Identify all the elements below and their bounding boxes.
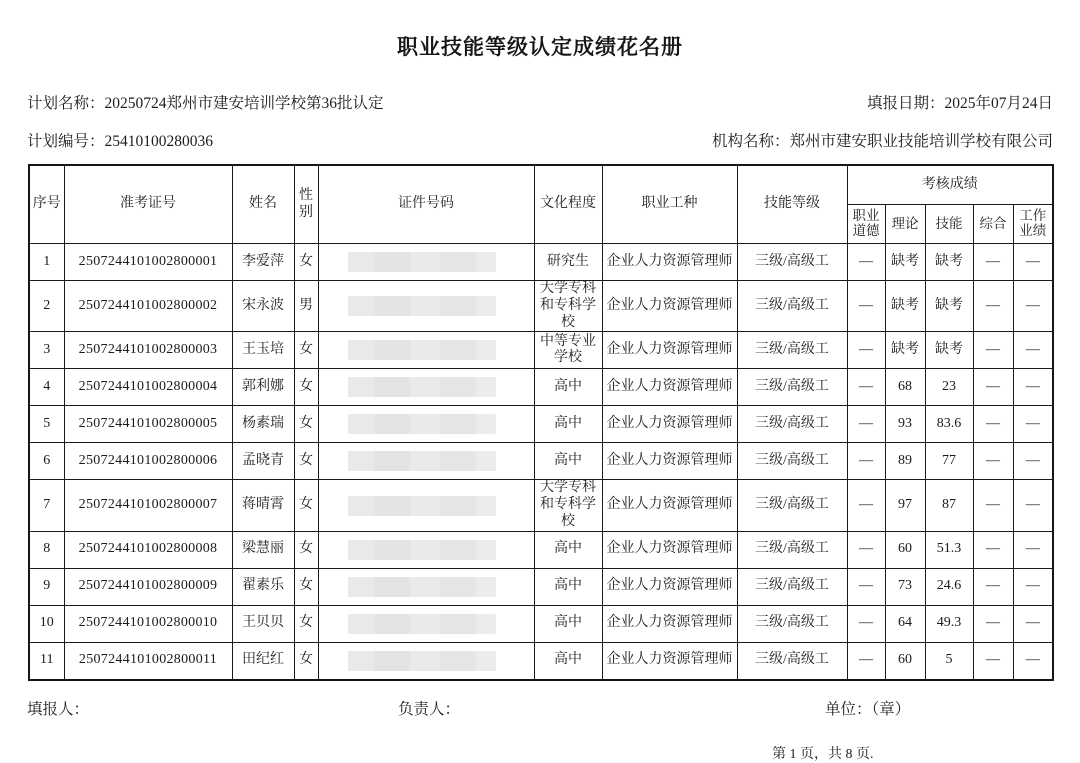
cell-seq: 1	[29, 244, 64, 281]
cell-score-skill: 5	[925, 642, 973, 680]
cell-score-ethics: —	[847, 281, 885, 332]
cell-level: 三级/高级工	[737, 244, 847, 281]
redacted-id-block	[348, 540, 496, 560]
cell-score-comprehensive: —	[973, 568, 1013, 605]
cell-score-comprehensive: —	[973, 642, 1013, 680]
cell-level: 三级/高级工	[737, 568, 847, 605]
org-name: 机构名称：郑州市建安职业技能培训学校有限公司	[711, 133, 1053, 150]
cell-score-theory: 93	[885, 406, 925, 443]
cell-name: 王贝贝	[232, 605, 294, 642]
cell-score-ethics: —	[847, 480, 885, 531]
cell-score-work: —	[1013, 443, 1053, 480]
cell-exam-no: 2507244101002800001	[64, 244, 232, 281]
cell-score-skill: 缺考	[925, 332, 973, 369]
col-header-skill: 技能	[925, 205, 973, 244]
cell-score-ethics: —	[847, 642, 885, 680]
cell-seq: 11	[29, 642, 64, 680]
cell-occupation: 企业人力资源管理师	[602, 605, 737, 642]
cell-score-skill: 23	[925, 369, 973, 406]
cell-score-ethics: —	[847, 531, 885, 568]
cell-score-comprehensive: —	[973, 443, 1013, 480]
col-header-ethics: 职业道德	[847, 205, 885, 244]
cell-level: 三级/高级工	[737, 332, 847, 369]
cell-education: 高中	[534, 605, 602, 642]
cell-level: 三级/高级工	[737, 480, 847, 531]
cell-exam-no: 2507244101002800004	[64, 369, 232, 406]
cell-score-comprehensive: —	[973, 605, 1013, 642]
cell-score-work: —	[1013, 642, 1053, 680]
table-row	[29, 281, 1053, 332]
cell-seq: 9	[29, 568, 64, 605]
cell-seq: 6	[29, 443, 64, 480]
cell-level: 三级/高级工	[737, 642, 847, 680]
redacted-id-block	[348, 651, 496, 671]
cell-seq: 5	[29, 406, 64, 443]
cell-name: 梁慧丽	[232, 531, 294, 568]
redacted-id-block	[348, 496, 496, 516]
cell-level: 三级/高级工	[737, 369, 847, 406]
cell-gender: 女	[294, 568, 318, 605]
cell-score-theory: 68	[885, 369, 925, 406]
cell-score-comprehensive: —	[973, 531, 1013, 568]
cell-seq: 3	[29, 332, 64, 369]
cell-score-comprehensive: —	[973, 244, 1013, 281]
cell-score-work: —	[1013, 480, 1053, 531]
unit-seal-label: 单位：（章）	[825, 700, 911, 718]
col-header-id-number: 证件号码	[318, 165, 534, 244]
report-date: 填报日期：2025年07月24日	[866, 95, 1053, 112]
cell-occupation: 企业人力资源管理师	[602, 369, 737, 406]
page-title: 职业技能等级认定成绩花名册	[397, 36, 683, 59]
col-header-level: 技能等级	[737, 165, 847, 244]
cell-score-ethics: —	[847, 605, 885, 642]
cell-score-work: —	[1013, 244, 1053, 281]
cell-education: 高中	[534, 443, 602, 480]
cell-score-comprehensive: —	[973, 332, 1013, 369]
cell-exam-no: 2507244101002800009	[64, 568, 232, 605]
cell-education: 高中	[534, 568, 602, 605]
table-row	[29, 642, 1053, 680]
header-row-1	[29, 165, 1053, 205]
cell-seq: 8	[29, 531, 64, 568]
cell-id-number	[318, 531, 534, 568]
cell-level: 三级/高级工	[737, 281, 847, 332]
cell-name: 杨素瑞	[232, 406, 294, 443]
cell-score-ethics: —	[847, 369, 885, 406]
cell-level: 三级/高级工	[737, 443, 847, 480]
cell-name: 郭利娜	[232, 369, 294, 406]
cell-exam-no: 2507244101002800010	[64, 605, 232, 642]
cell-seq: 10	[29, 605, 64, 642]
cell-education: 高中	[534, 531, 602, 568]
cell-education: 大学专科和专科学校	[534, 281, 602, 332]
redacted-id-block	[348, 451, 496, 471]
manager-label: 负责人：	[398, 700, 461, 718]
cell-score-work: —	[1013, 605, 1053, 642]
cell-exam-no: 2507244101002800005	[64, 406, 232, 443]
redacted-id-block	[348, 377, 496, 397]
cell-gender: 女	[294, 369, 318, 406]
cell-exam-no: 2507244101002800002	[64, 281, 232, 332]
cell-score-work: —	[1013, 369, 1053, 406]
cell-score-comprehensive: —	[973, 406, 1013, 443]
cell-occupation: 企业人力资源管理师	[602, 443, 737, 480]
col-header-score-group: 考核成绩	[847, 165, 1053, 205]
cell-seq: 4	[29, 369, 64, 406]
plan-name: 计划名称：20250724郑州市建安培训学校第36批认定	[27, 95, 384, 112]
cell-exam-no: 2507244101002800008	[64, 531, 232, 568]
cell-gender: 女	[294, 406, 318, 443]
cell-occupation: 企业人力资源管理师	[602, 406, 737, 443]
cell-occupation: 企业人力资源管理师	[602, 281, 737, 332]
cell-exam-no: 2507244101002800006	[64, 443, 232, 480]
cell-name: 田纪红	[232, 642, 294, 680]
cell-education: 中等专业学校	[534, 332, 602, 369]
table-row	[29, 443, 1053, 480]
cell-level: 三级/高级工	[737, 406, 847, 443]
cell-score-ethics: —	[847, 406, 885, 443]
cell-score-theory: 缺考	[885, 332, 925, 369]
cell-id-number	[318, 369, 534, 406]
cell-name: 李爱萍	[232, 244, 294, 281]
meta-row-1	[0, 91, 1080, 113]
cell-score-skill: 87	[925, 480, 973, 531]
cell-score-theory: 缺考	[885, 244, 925, 281]
cell-score-comprehensive: —	[973, 480, 1013, 531]
cell-id-number	[318, 642, 534, 680]
cell-occupation: 企业人力资源管理师	[602, 480, 737, 531]
cell-name: 翟素乐	[232, 568, 294, 605]
cell-id-number	[318, 244, 534, 281]
cell-id-number	[318, 568, 534, 605]
cell-score-theory: 64	[885, 605, 925, 642]
cell-score-skill: 缺考	[925, 244, 973, 281]
cell-score-work: —	[1013, 406, 1053, 443]
cell-education: 高中	[534, 369, 602, 406]
cell-score-ethics: —	[847, 332, 885, 369]
cell-level: 三级/高级工	[737, 605, 847, 642]
cell-score-theory: 60	[885, 531, 925, 568]
cell-score-skill: 缺考	[925, 281, 973, 332]
table-row	[29, 605, 1053, 642]
cell-id-number	[318, 406, 534, 443]
redacted-id-block	[348, 577, 496, 597]
meta-row-2	[0, 129, 1080, 151]
cell-name: 孟晓青	[232, 443, 294, 480]
cell-occupation: 企业人力资源管理师	[602, 332, 737, 369]
cell-score-theory: 89	[885, 443, 925, 480]
col-header-comprehensive: 综合	[973, 205, 1013, 244]
cell-score-work: —	[1013, 568, 1053, 605]
col-header-work: 工作业绩	[1013, 205, 1053, 244]
cell-level: 三级/高级工	[737, 531, 847, 568]
redacted-id-block	[348, 614, 496, 634]
cell-exam-no: 2507244101002800003	[64, 332, 232, 369]
cell-score-work: —	[1013, 281, 1053, 332]
redacted-id-block	[348, 252, 496, 272]
cell-score-skill: 49.3	[925, 605, 973, 642]
roster-table-body	[29, 244, 1053, 680]
table-row	[29, 244, 1053, 281]
cell-education: 大学专科和专科学校	[534, 480, 602, 531]
table-row	[29, 332, 1053, 369]
cell-seq: 2	[29, 281, 64, 332]
table-row	[29, 406, 1053, 443]
table-row	[29, 480, 1053, 531]
cell-gender: 女	[294, 605, 318, 642]
cell-score-ethics: —	[847, 568, 885, 605]
cell-id-number	[318, 480, 534, 531]
cell-seq: 7	[29, 480, 64, 531]
cell-occupation: 企业人力资源管理师	[602, 642, 737, 680]
redacted-id-block	[348, 414, 496, 434]
cell-id-number	[318, 281, 534, 332]
cell-score-theory: 73	[885, 568, 925, 605]
cell-score-comprehensive: —	[973, 281, 1013, 332]
cell-score-theory: 缺考	[885, 281, 925, 332]
cell-score-theory: 97	[885, 480, 925, 531]
cell-score-skill: 77	[925, 443, 973, 480]
cell-education: 高中	[534, 642, 602, 680]
cell-gender: 女	[294, 642, 318, 680]
cell-exam-no: 2507244101002800007	[64, 480, 232, 531]
col-header-exam-no: 准考证号	[64, 165, 232, 244]
cell-score-skill: 51.3	[925, 531, 973, 568]
cell-education: 高中	[534, 406, 602, 443]
cell-score-skill: 24.6	[925, 568, 973, 605]
plan-number: 计划编号：25410100280036	[27, 133, 214, 150]
page-footer	[0, 697, 1080, 763]
table-row	[29, 531, 1053, 568]
cell-score-ethics: —	[847, 443, 885, 480]
cell-occupation: 企业人力资源管理师	[602, 244, 737, 281]
roster-table	[28, 164, 1054, 681]
cell-score-theory: 60	[885, 642, 925, 680]
cell-name: 蒋晴霄	[232, 480, 294, 531]
cell-gender: 女	[294, 480, 318, 531]
cell-score-comprehensive: —	[973, 369, 1013, 406]
cell-exam-no: 2507244101002800011	[64, 642, 232, 680]
col-header-seq: 序号	[29, 165, 64, 244]
page-number-info: 第 1 页，共 8 页.	[772, 746, 874, 762]
cell-occupation: 企业人力资源管理师	[602, 531, 737, 568]
cell-score-work: —	[1013, 531, 1053, 568]
table-row	[29, 369, 1053, 406]
cell-score-ethics: —	[847, 244, 885, 281]
cell-occupation: 企业人力资源管理师	[602, 568, 737, 605]
cell-gender: 女	[294, 531, 318, 568]
redacted-id-block	[348, 296, 496, 316]
table-row	[29, 568, 1053, 605]
cell-id-number	[318, 605, 534, 642]
cell-gender: 男	[294, 281, 318, 332]
cell-id-number	[318, 332, 534, 369]
cell-gender: 女	[294, 244, 318, 281]
col-header-gender: 性别	[294, 165, 318, 244]
filler-label: 填报人：	[27, 700, 90, 718]
col-header-theory: 理论	[885, 205, 925, 244]
cell-id-number	[318, 443, 534, 480]
cell-score-work: —	[1013, 332, 1053, 369]
redacted-id-block	[348, 340, 496, 360]
cell-name: 宋永波	[232, 281, 294, 332]
col-header-name: 姓名	[232, 165, 294, 244]
col-header-occupation: 职业工种	[602, 165, 737, 244]
cell-gender: 女	[294, 443, 318, 480]
cell-name: 王玉培	[232, 332, 294, 369]
col-header-education: 文化程度	[534, 165, 602, 244]
cell-gender: 女	[294, 332, 318, 369]
cell-education: 研究生	[534, 244, 602, 281]
cell-score-skill: 83.6	[925, 406, 973, 443]
